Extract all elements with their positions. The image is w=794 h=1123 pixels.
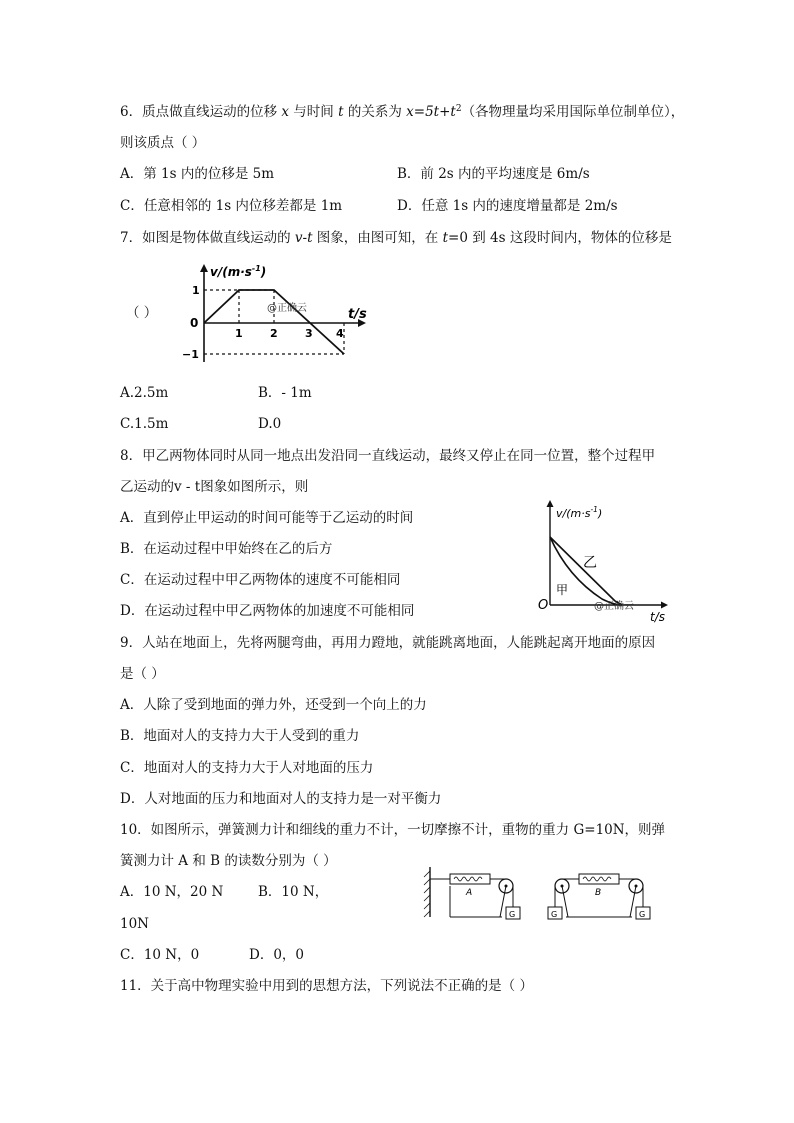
q10-option-b-cont: 10N [120, 916, 149, 932]
q7-ytick-1: 1 [192, 284, 200, 297]
q8-watermark: @正确云 [594, 601, 634, 612]
q7-option-c: C.1.5m [120, 416, 169, 432]
q8-origin: O [538, 598, 549, 613]
q8-stem-line2: 乙运动的v - t图象如图所示，则 [120, 479, 309, 495]
q7-vt-graph [172, 262, 372, 372]
q6-option-b: B．前 2s 内的平均速度是 6m/s [397, 166, 590, 182]
q10-figure-a [420, 865, 530, 925]
q6-stem-line2: 则该质点（ ） [120, 135, 206, 151]
q8-label-yi: 乙 [583, 555, 597, 571]
q8-ylabel: $v/(m\cdot s^{-1})$ [556, 505, 603, 520]
q6-formula: x=5t+t [406, 104, 456, 120]
q10-option-a: A．10 N，20 N [120, 884, 224, 900]
q7-ytick-0: 0 [190, 316, 199, 330]
q7-option-d: D.0 [258, 416, 282, 432]
q8-option-b: B．在运动过程中甲始终在乙的后方 [120, 541, 333, 557]
q8-option-d: D．在运动过程中甲乙两物体的加速度不可能相同 [120, 603, 415, 619]
q7-ylabel: $v/(m\cdot s^{-1})$ [210, 264, 267, 279]
q10b-weight-left-label: G [551, 910, 558, 919]
q6-option-d: D．任意 1s 内的速度增量都是 2m/s [397, 198, 618, 214]
q7-watermark: @正确云 [267, 303, 307, 314]
q10-option-c: C．10 N，0 [120, 947, 200, 963]
q10a-scale-label: A [466, 888, 473, 898]
q9-option-d: D．人对地面的压力和地面对人的支持力是一对平衡力 [120, 791, 442, 807]
q10b-weight-right-label: G [639, 910, 646, 919]
q7-option-b: B．- 1m [258, 385, 312, 401]
q7-y-arrow [200, 264, 208, 272]
q10-figure-b [540, 865, 660, 925]
q6-option-c: C．任意相邻的 1s 内位移差都是 1m [120, 198, 343, 214]
q7-answer-paren: （ ） [126, 305, 158, 321]
q6-option-a: A．第 1s 内的位移是 5m [120, 166, 275, 182]
q7-xtick-4: 4 [336, 327, 344, 340]
q7-ytick-neg1: −1 [182, 348, 199, 361]
q7-xtick-3: 3 [305, 327, 313, 340]
q10a-wall-hatch [424, 871, 430, 917]
q8-label-jia: 甲 [556, 583, 569, 597]
q10-option-d: D．0，0 [249, 947, 305, 963]
q9-option-c: C．地面对人的支持力大于人对地面的压力 [120, 760, 374, 776]
q8-vt-graph [530, 497, 680, 622]
q9-option-a: A．人除了受到地面的弹力外，还受到一个向上的力 [120, 697, 427, 713]
q10-stem-line2: 簧测力计 A 和 B 的读数分别为（ ） [120, 853, 337, 869]
q10-option-b: B．10 N， [258, 884, 329, 900]
q8-xlabel: t/s [650, 610, 665, 624]
q8-x-arrow [661, 602, 668, 609]
q7-xtick-2: 2 [270, 327, 278, 340]
q7-xtick-1: 1 [235, 327, 243, 340]
q10a-weight-label: G [509, 910, 516, 919]
q6-stem-line1: 6．质点做直线运动的位移 x 与时间 t 的关系为 $x=5t+t^2$（各物理量均采用国际单位制单位）， [120, 104, 685, 120]
q8-y-arrow [547, 500, 554, 507]
q8-option-c: C．在运动过程中甲乙两物体的速度不可能相同 [120, 572, 401, 588]
q9-stem-line2: 是（ ） [120, 666, 165, 682]
q10b-scale-label: B [595, 888, 602, 898]
q9-option-b: B．地面对人的支持力大于人受到的重力 [120, 728, 360, 744]
q8-option-a: A．直到停止甲运动的时间可能等于乙运动的时间 [120, 510, 414, 526]
q11-stem-line1: 11．关于高中物理实验中用到的思想方法，下列说法不正确的是（ ） [120, 978, 533, 994]
q7-xlabel: t/s [348, 307, 367, 322]
q9-stem-line1: 9．人站在地面上，先将两腿弯曲，再用力蹬地，就能跳离地面，人能跳起离开地面的原因 [120, 635, 656, 651]
q7-stem-line1: 7．如图是物体做直线运动的 v-t 图象，由图可知，在 t=0 到 4s 这段时间内，物体的位移是 [120, 230, 672, 246]
q7-option-a: A.2.5m [120, 385, 169, 401]
q10-stem-line1: 10．如图所示，弹簧测力计和细线的重力不计，一切摩擦不计，重物的重力 G=10N，则弹 [120, 822, 666, 838]
q8-stem-line1: 8．甲乙两物体同时从同一地点出发沿同一直线运动，最终又停止在同一位置，整个过程甲 [120, 448, 656, 464]
